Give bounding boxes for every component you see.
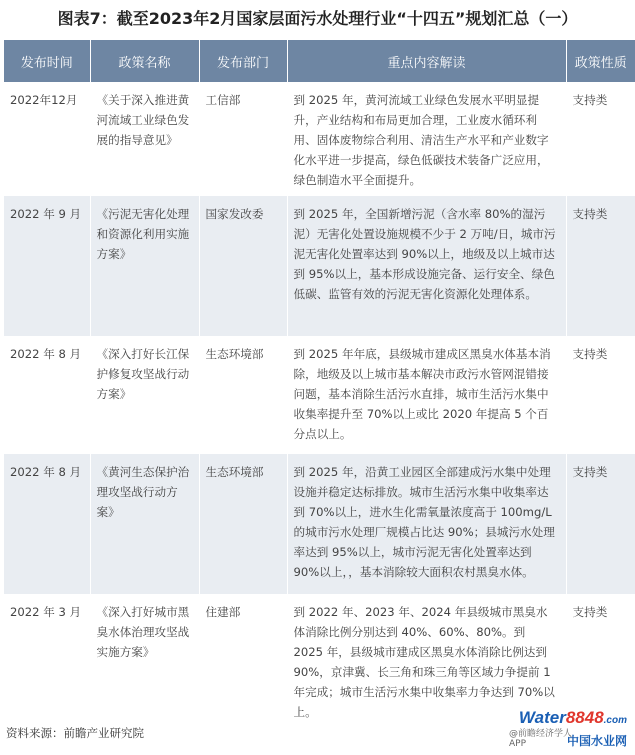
table-row xyxy=(4,454,635,594)
cell-content: 到 2022 年、2023 年、2024 年县级城市黑臭水体消除比例分别达到 40%、60%、80%。到 2025 年，县级城市建成区黑臭水体消除比例达到 90%，京津冀、长三角和珠三角等区域力争提前 1 年完成；城市生活污水集中收集率力争达到 70%以上。 xyxy=(287,594,566,728)
watermark-brand-b: 8848 xyxy=(565,708,604,727)
header-dept: 发布部门 xyxy=(199,40,287,82)
cell-name: 《关于深入推进黄河流域工业绿色发展的指导意见》 xyxy=(90,82,199,196)
cell-content: 到 2025 年，黄河流域工业绿色发展水平明显提升，产业结构和布局更加合理，工业废水循环利用、固体废物综合利用、清洁生产水平和产业数字化水平进一步提高，绿色低碳技术装备广泛应用，绿色制造水平全面提升。 xyxy=(287,82,566,196)
watermark-small: @前瞻经济学人APP xyxy=(509,729,573,749)
cell-dept: 生态环境部 xyxy=(199,454,287,594)
cell-name: 《深入打好城市黑臭水体治理攻坚战实施方案》 xyxy=(90,594,199,728)
header-type: 政策性质 xyxy=(566,40,635,82)
policy-table xyxy=(4,40,635,728)
header-content: 重点内容解读 xyxy=(287,40,566,82)
cell-type: 支持类 xyxy=(566,454,635,594)
cell-name: 《深入打好长江保护修复攻坚战行动方案》 xyxy=(90,336,199,454)
watermark-site: 中国水业网 xyxy=(566,734,627,748)
watermark-logo xyxy=(509,708,627,753)
cell-dept: 国家发改委 xyxy=(199,196,287,336)
cell-name: 《黄河生态保护治理攻坚战行动方案》 xyxy=(90,454,199,594)
header-date: 发布时间 xyxy=(4,40,90,82)
cell-date: 2022 年 8 月 xyxy=(4,454,90,594)
cell-dept: 生态环境部 xyxy=(199,336,287,454)
watermark-brand-suffix: .com xyxy=(603,715,627,726)
source-note: 资料来源：前瞻产业研究院 xyxy=(6,726,144,740)
watermark-brand xyxy=(519,708,627,728)
watermark-brand-a: Water xyxy=(518,708,566,727)
cell-type: 支持类 xyxy=(566,594,635,728)
table-row xyxy=(4,196,635,336)
table-header-row xyxy=(4,40,635,82)
cell-type: 支持类 xyxy=(566,196,635,336)
page-title: 图表7：截至2023年2月国家层面污水处理行业“十四五”规划汇总（一） xyxy=(57,9,578,28)
cell-dept: 工信部 xyxy=(199,82,287,196)
cell-type: 支持类 xyxy=(566,336,635,454)
cell-date: 2022 年 9 月 xyxy=(4,196,90,336)
cell-date: 2022年12月 xyxy=(4,82,90,196)
cell-content: 到 2025 年，全国新增污泥（含水率 80%的湿污泥）无害化处置设施规模不少于 2 万吨/日，城市污泥无害化处置率达到 90%以上，地级及以上城市达到 95%以上，基本形成设施完备、运行安全、绿色低碳、监管有效的污泥无害化资源化处理体系。 xyxy=(287,196,566,336)
table-row xyxy=(4,82,635,196)
cell-date: 2022 年 8 月 xyxy=(4,336,90,454)
cell-content: 到 2025 年，沿黄工业园区全部建成污水集中处理设施并稳定达标排放。城市生活污水集中收集率达到 70%以上，进水生化需氧量浓度高于 100mg/L 的城市污水处理厂规模占比达 90%；县城污水处理率达到 95%以上，城市污泥无害化处置率达到 90%以上，，基本消除较大面积农村黑臭水体。 xyxy=(287,454,566,594)
header-name: 政策名称 xyxy=(90,40,199,82)
cell-type: 支持类 xyxy=(566,82,635,196)
cell-date: 2022 年 3 月 xyxy=(4,594,90,728)
cell-dept: 住建部 xyxy=(199,594,287,728)
cell-content: 到 2025 年年底，县级城市建成区黑臭水体基本消除，地级及以上城市基本解决市政污水管网混错接问题，基本消除生活污水直排，城市生活污水集中收集率提升至 70%以上或比 2020 年提高 5 个百分点以上。 xyxy=(287,336,566,454)
table-row xyxy=(4,336,635,454)
cell-name: 《污泥无害化处理和资源化利用实施方案》 xyxy=(90,196,199,336)
